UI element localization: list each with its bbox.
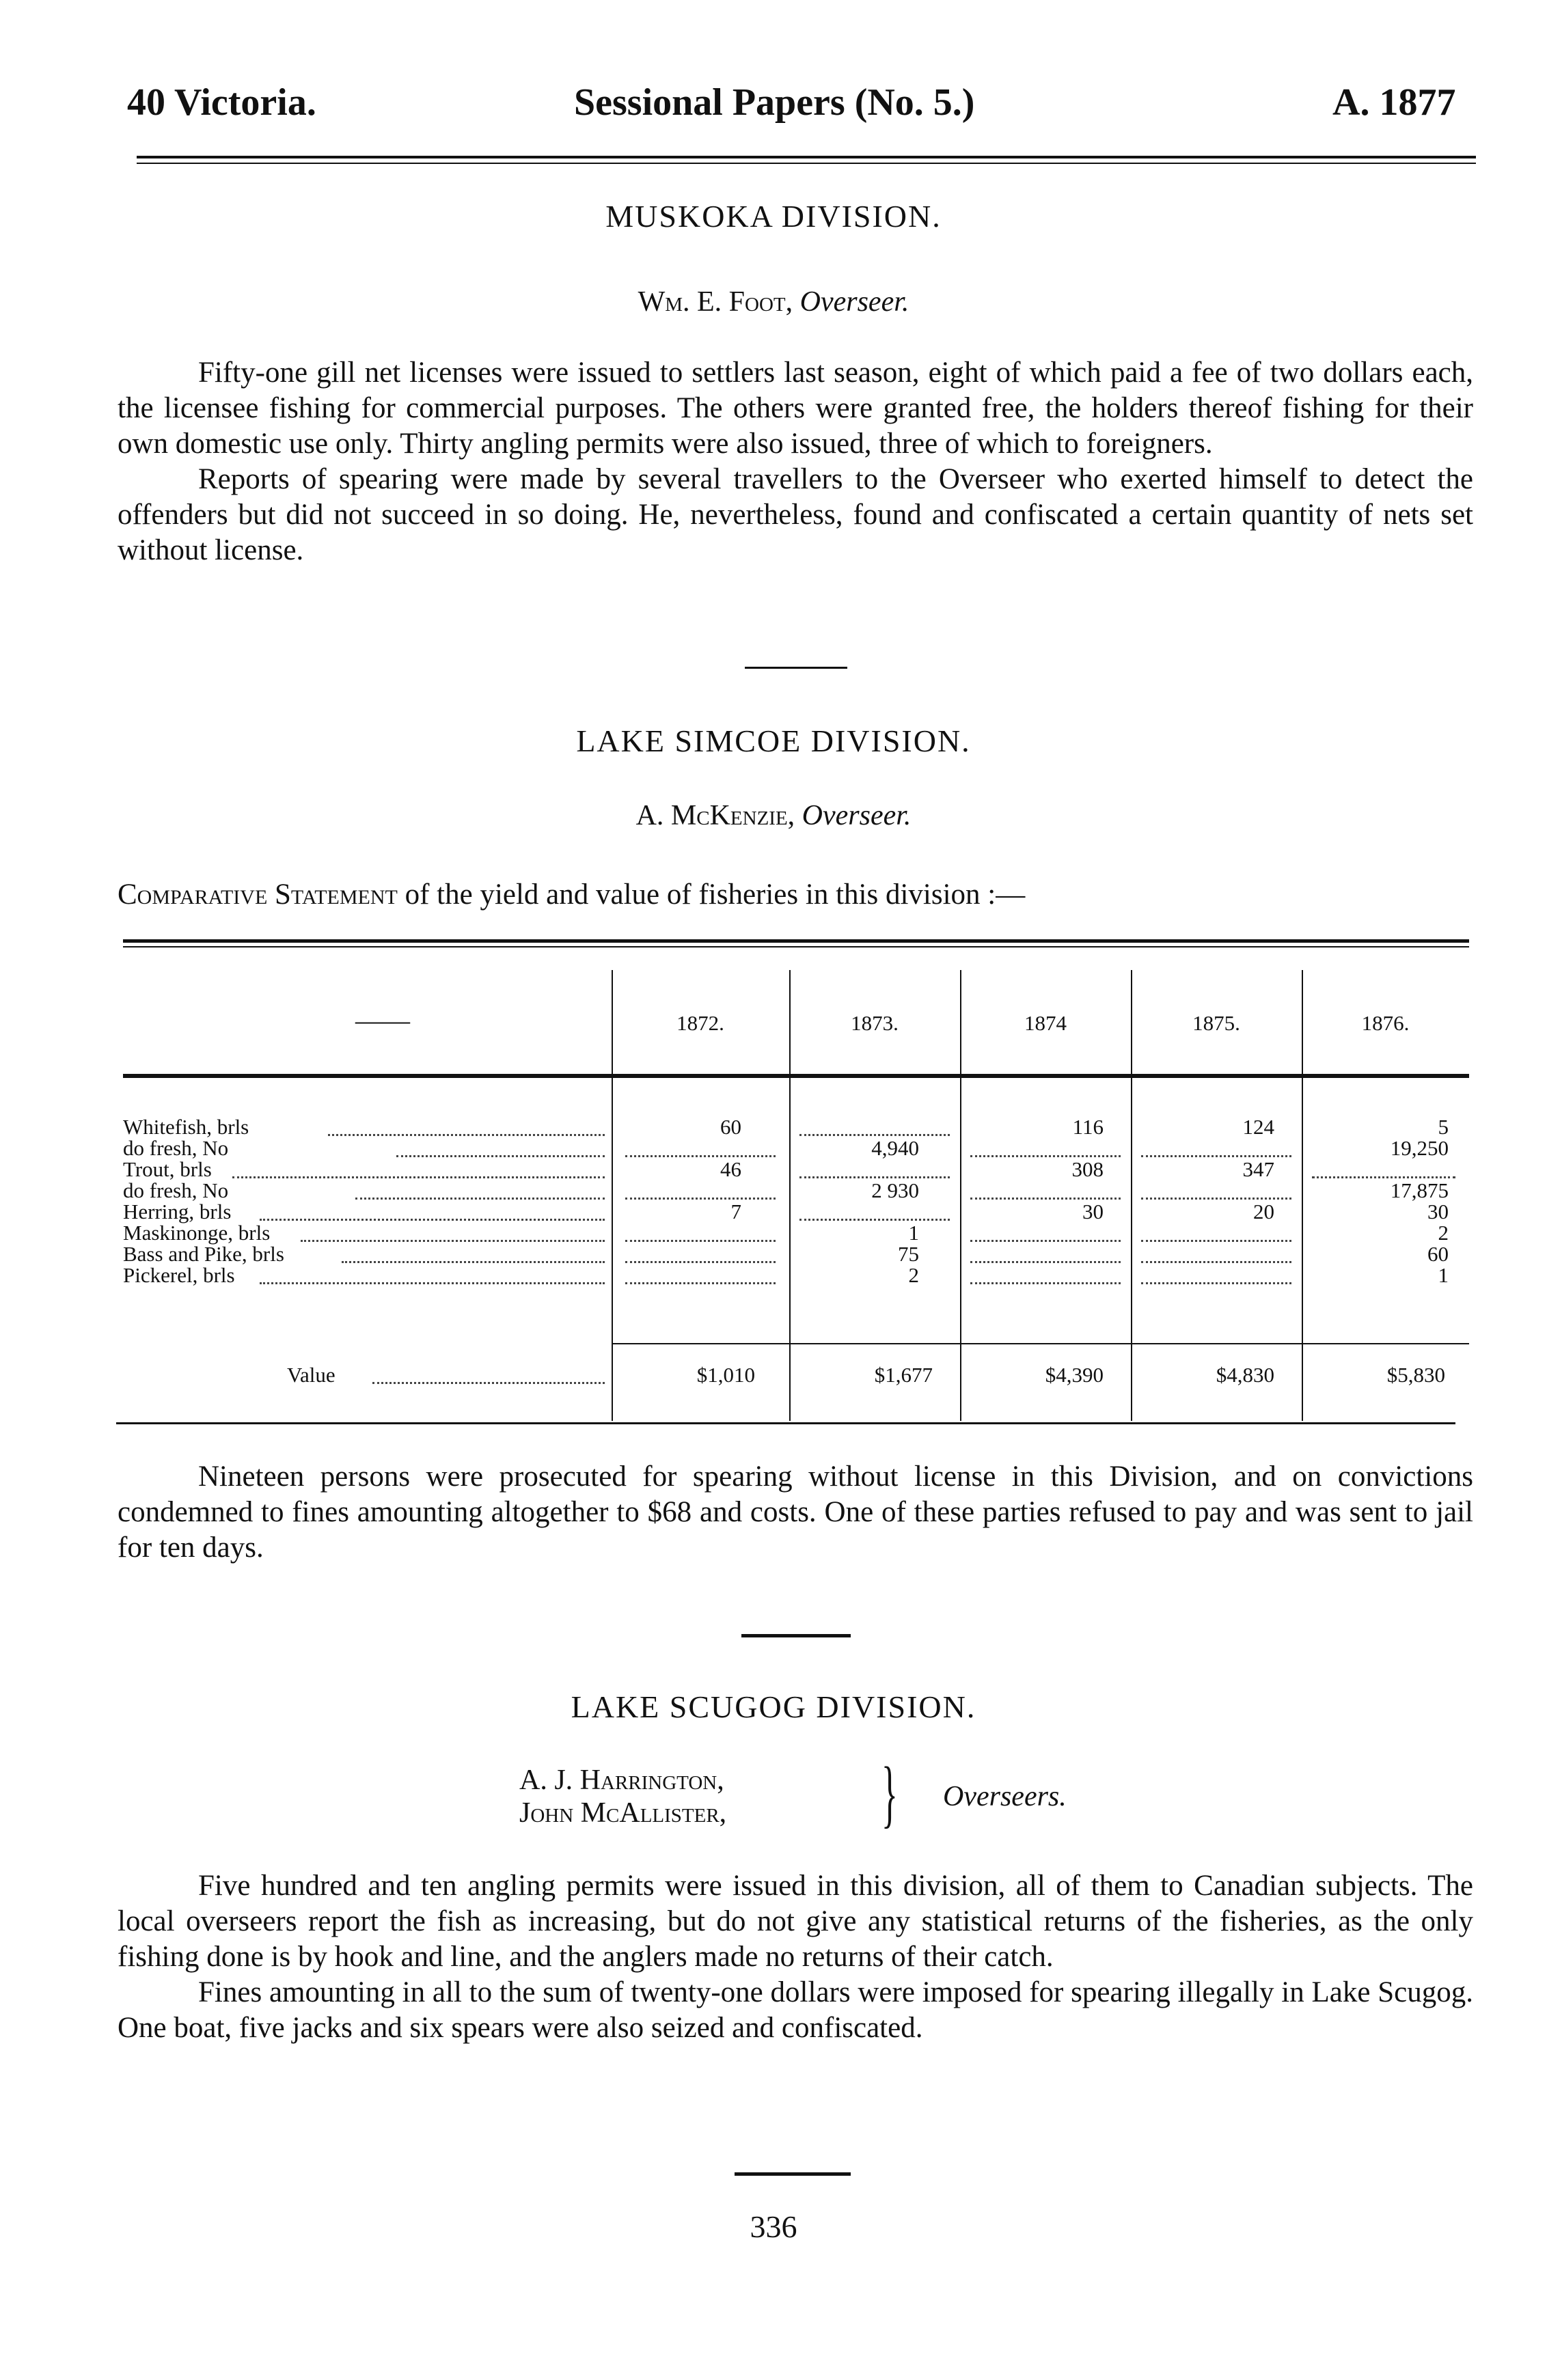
empty-cell-dots [625, 1261, 776, 1263]
scugog-body [118, 1868, 1473, 2046]
empty-cell-dots [970, 1240, 1121, 1242]
simcoe-overseer-name: A. McKenzie, [635, 800, 795, 831]
cell-maskinonge-1876: 2 [1438, 1221, 1449, 1245]
leader-dots [260, 1282, 605, 1284]
empty-cell-dots [1141, 1240, 1291, 1242]
row-label-herring: Herring, brls [123, 1200, 232, 1223]
cell-trout-1872: 46 [720, 1157, 741, 1181]
cell-trout-fresh-1873: 2 930 [871, 1178, 919, 1202]
cell-trout-1874: 308 [1071, 1157, 1104, 1181]
row-label-pickerel: Pickerel, brls [123, 1263, 235, 1287]
cell-trout-1875: 347 [1242, 1157, 1274, 1181]
year-header-1874: 1874 [1024, 1011, 1067, 1035]
year-header-1872: 1872. [676, 1011, 724, 1035]
empty-cell-dots [970, 1261, 1121, 1263]
section-divider [735, 2172, 851, 2176]
row-label-whitefish: Whitefish, brls [123, 1115, 249, 1139]
empty-cell-dots [625, 1240, 776, 1242]
header-rule [137, 156, 1476, 158]
scugog-heading: LAKE SCUGOG DIVISION. [571, 1689, 976, 1724]
empty-cell-dots [1141, 1261, 1291, 1263]
table-col-line [1302, 970, 1303, 1421]
cell-whitefish-fresh-1873: 4,940 [871, 1136, 919, 1160]
simcoe-paragraph-1: Nineteen persons were prosecuted for spearing without license in this Division, and on convictions condemned to fines amounting altogether to $68 and costs. One of these parties refused to pay and was sent to jail for ten days. [118, 1461, 1473, 1564]
scugog-overseer-1: A. J. Harrington, [519, 1765, 724, 1796]
leader-dots [232, 1176, 605, 1178]
cell-maskinonge-1873: 1 [908, 1221, 919, 1245]
value-row-label: Value [287, 1363, 336, 1387]
leader-dots [301, 1240, 605, 1242]
cell-herring-1874: 30 [1082, 1200, 1104, 1223]
muskoka-paragraph-2: Reports of spearing were made by several travellers to the Overseer who exerted himself to detect the offenders but did not succeed in so doing. He, nevertheless, found and confiscated a certain quantity of nets set without license. [118, 463, 1473, 566]
simcoe-intro [118, 878, 1025, 911]
value-row-rule [612, 1343, 1469, 1344]
table-col-line [789, 970, 791, 1421]
simcoe-overseer-role: Overseer. [802, 800, 912, 831]
cell-whitefish-1872: 60 [720, 1115, 741, 1139]
cell-herring-1876: 30 [1427, 1200, 1449, 1223]
value-1875: $4,830 [1216, 1363, 1274, 1387]
table-col-line [960, 970, 961, 1421]
cell-pickerel-1876: 1 [1438, 1263, 1449, 1287]
value-1876: $5,830 [1386, 1363, 1445, 1387]
section-divider [745, 667, 847, 669]
leader-dots [260, 1219, 605, 1221]
leader-dots [328, 1134, 605, 1136]
row-label-maskinonge: Maskinonge, brls [123, 1221, 271, 1245]
muskoka-overseer-name: Wm. E. Foot, [638, 286, 793, 318]
cell-herring-1875: 20 [1253, 1200, 1274, 1223]
scugog-paragraph-2: Fines amounting in all to the sum of twenty-one dollars were imposed for spearing illegally in Lake Scugog. One boat, five jacks and six spears were also seized and confiscated. [118, 1976, 1473, 2044]
header-right: A. 1877 [1332, 81, 1456, 124]
table-corner: —— [355, 1005, 410, 1036]
leader-dots [342, 1261, 605, 1263]
leader-dots [355, 1198, 605, 1200]
table-bottom-rule [116, 1422, 1455, 1424]
year-header-1875: 1875. [1192, 1011, 1240, 1035]
leader-dots [372, 1382, 605, 1384]
muskoka-overseer [0, 286, 1547, 318]
simcoe-heading: LAKE SIMCOE DIVISION. [576, 723, 971, 758]
value-1873: $1,677 [874, 1363, 933, 1387]
scugog-overseer-2: John McAllister, [519, 1797, 727, 1829]
cell-trout-fresh-1876: 17,875 [1390, 1178, 1449, 1202]
cell-pickerel-1873: 2 [908, 1263, 919, 1287]
year-header-1876: 1876. [1361, 1011, 1410, 1035]
row-label-trout: Trout, brls [123, 1157, 212, 1181]
table-top-rule [123, 939, 1469, 943]
empty-cell-dots [970, 1282, 1121, 1284]
scugog-overseer-role: Overseers. [943, 1781, 1067, 1812]
header-center: Sessional Papers (No. 5.) [574, 81, 975, 124]
page-number: 336 [750, 2209, 797, 2244]
empty-cell-dots [1141, 1282, 1291, 1284]
table-header-rule [123, 1074, 1469, 1078]
brace-icon: } [881, 1752, 898, 1835]
cell-herring-1872: 7 [730, 1200, 741, 1223]
year-header-1873: 1873. [851, 1011, 899, 1035]
table-col-line [612, 970, 613, 1421]
simcoe-intro-title: Comparative Statement [118, 878, 398, 911]
header-rule-thin [137, 163, 1476, 164]
table-top-rule-thin [123, 946, 1469, 947]
muskoka-paragraph-1: Fifty-one gill net licenses were issued to settlers last season, eight of which paid a fee of two dollars each, the licensee fishing for commercial purposes. The others were granted free, the holders thereof fishing for their own domestic use only. Thirty angling permits were also issued, three of which to foreigners. [118, 357, 1473, 460]
simcoe-intro-text: of the yield and value of fisheries in this division :— [405, 878, 1026, 911]
muskoka-body [118, 355, 1473, 568]
cell-whitefish-1874: 116 [1072, 1115, 1104, 1139]
row-label-whitefish-fresh: do fresh, No [123, 1136, 229, 1160]
scugog-paragraph-1: Five hundred and ten angling permits were issued in this division, all of them to Canadian subjects. The local overseers report the fish as increasing, but do not give any statistical returns of the fisheries, as the only fishing done is by hook and line, and the anglers made no returns of their catch. [118, 1870, 1473, 1973]
cell-whitefish-fresh-1876: 19,250 [1390, 1136, 1449, 1160]
leader-dots [396, 1155, 605, 1157]
muskoka-overseer-role: Overseer. [799, 286, 909, 318]
value-1872: $1,010 [696, 1363, 755, 1387]
simcoe-body [118, 1459, 1473, 1566]
empty-cell-dots [625, 1282, 776, 1284]
muskoka-heading: MUSKOKA DIVISION. [605, 199, 942, 234]
cell-whitefish-1876: 5 [1438, 1115, 1449, 1139]
row-label-trout-fresh: do fresh, No [123, 1178, 229, 1202]
section-divider [741, 1634, 851, 1637]
cell-bass-pike-1873: 75 [898, 1242, 919, 1266]
simcoe-overseer [0, 799, 1547, 832]
cell-bass-pike-1876: 60 [1427, 1242, 1449, 1266]
cell-whitefish-1875: 124 [1242, 1115, 1274, 1139]
row-label-bass-pike: Bass and Pike, brls [123, 1242, 284, 1266]
table-col-line [1131, 970, 1132, 1421]
value-1874: $4,390 [1045, 1363, 1104, 1387]
header-left: 40 Victoria. [127, 81, 316, 124]
